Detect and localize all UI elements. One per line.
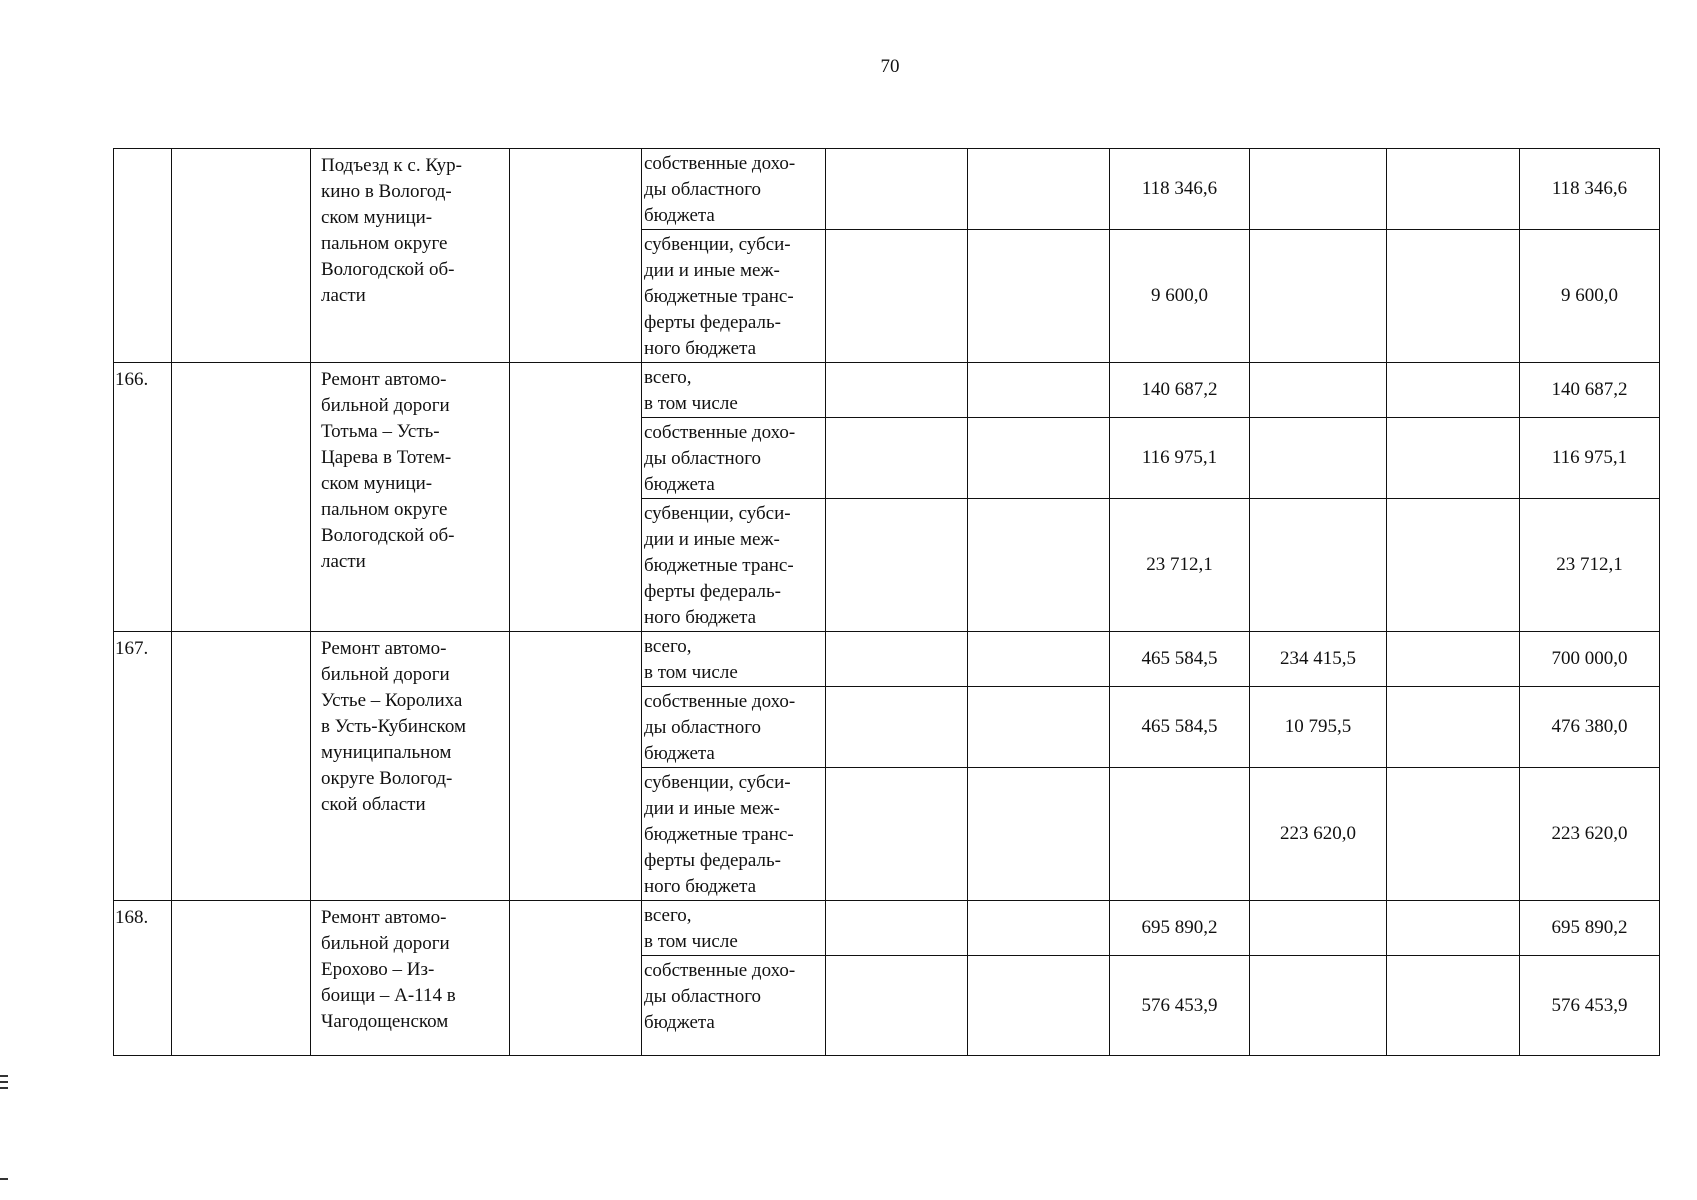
value-cell	[826, 230, 968, 363]
total-cell: 116 975,1	[1520, 418, 1660, 499]
total-cell: 140 687,2	[1520, 363, 1660, 418]
table-body	[114, 149, 1660, 1056]
value-cell	[1387, 768, 1520, 901]
value-cell	[1250, 149, 1387, 230]
row-number: 166.	[114, 363, 172, 632]
table-row	[114, 632, 1660, 687]
object-name: Ремонт автомо- бильной дороги Ерохово – Из- боищи – А-114 в Чагодощенском	[311, 901, 510, 1056]
funding-source: субвенции, субси- дии и иные меж- бюджетные транс- ферты федераль- ного бюджета	[642, 499, 826, 632]
table-row	[114, 901, 1660, 956]
scan-margin-marks	[0, 1075, 8, 1093]
row-number: 167.	[114, 632, 172, 901]
value-cell	[1250, 956, 1387, 1056]
value-cell: 576 453,9	[1110, 956, 1250, 1056]
total-cell: 118 346,6	[1520, 149, 1660, 230]
total-cell: 23 712,1	[1520, 499, 1660, 632]
value-cell	[826, 499, 968, 632]
scan-dash-mark	[0, 1178, 8, 1180]
value-cell	[1250, 499, 1387, 632]
value-cell	[968, 632, 1110, 687]
value-cell	[968, 363, 1110, 418]
value-cell: 465 584,5	[1110, 632, 1250, 687]
table-row	[114, 149, 1660, 230]
empty-cell	[510, 901, 642, 1056]
empty-cell	[172, 363, 311, 632]
value-cell	[1387, 363, 1520, 418]
funding-source: всего, в том числе	[642, 901, 826, 956]
total-cell: 700 000,0	[1520, 632, 1660, 687]
value-cell	[826, 768, 968, 901]
value-cell	[826, 901, 968, 956]
object-name: Ремонт автомо- бильной дороги Тотьма – Усть- Царева в Тотем- ском муници- пальном округе Вологодской об- ласти	[311, 363, 510, 632]
value-cell	[1387, 956, 1520, 1056]
object-name: Подъезд к с. Кур- кино в Вологод- ском муници- пальном округе Вологодской об- ласти	[311, 149, 510, 363]
value-cell: 695 890,2	[1110, 901, 1250, 956]
value-cell	[826, 149, 968, 230]
value-cell: 140 687,2	[1110, 363, 1250, 418]
value-cell	[826, 632, 968, 687]
value-cell	[1387, 230, 1520, 363]
value-cell	[1387, 499, 1520, 632]
funding-source: субвенции, субси- дии и иные меж- бюджетные транс- ферты федераль- ного бюджета	[642, 768, 826, 901]
value-cell	[826, 956, 968, 1056]
value-cell	[968, 149, 1110, 230]
value-cell	[1387, 901, 1520, 956]
value-cell	[1110, 768, 1250, 901]
table-row	[114, 363, 1660, 418]
value-cell	[1250, 230, 1387, 363]
value-cell	[968, 418, 1110, 499]
funding-source: собственные дохо- ды областного бюджета	[642, 149, 826, 230]
total-cell: 223 620,0	[1520, 768, 1660, 901]
value-cell: 234 415,5	[1250, 632, 1387, 687]
funding-source: собственные дохо- ды областного бюджета	[642, 418, 826, 499]
value-cell: 118 346,6	[1110, 149, 1250, 230]
empty-cell	[172, 901, 311, 1056]
value-cell: 9 600,0	[1110, 230, 1250, 363]
funding-source: собственные дохо- ды областного бюджета	[642, 687, 826, 768]
value-cell	[1387, 149, 1520, 230]
value-cell	[1387, 632, 1520, 687]
empty-cell	[172, 149, 311, 363]
funding-source: собственные дохо- ды областного бюджета	[642, 956, 826, 1056]
value-cell	[968, 901, 1110, 956]
total-cell: 695 890,2	[1520, 901, 1660, 956]
total-cell: 576 453,9	[1520, 956, 1660, 1056]
total-cell: 476 380,0	[1520, 687, 1660, 768]
value-cell: 116 975,1	[1110, 418, 1250, 499]
value-cell	[968, 687, 1110, 768]
empty-cell	[510, 149, 642, 363]
value-cell	[968, 230, 1110, 363]
value-cell: 465 584,5	[1110, 687, 1250, 768]
value-cell	[826, 687, 968, 768]
funding-source: всего, в том числе	[642, 363, 826, 418]
funding-source: субвенции, субси- дии и иные меж- бюджетные транс- ферты федераль- ного бюджета	[642, 230, 826, 363]
value-cell: 23 712,1	[1110, 499, 1250, 632]
empty-cell	[172, 632, 311, 901]
value-cell	[1250, 363, 1387, 418]
total-cell: 9 600,0	[1520, 230, 1660, 363]
empty-cell	[510, 632, 642, 901]
value-cell	[826, 418, 968, 499]
value-cell	[968, 499, 1110, 632]
funding-source: всего, в том числе	[642, 632, 826, 687]
value-cell: 223 620,0	[1250, 768, 1387, 901]
value-cell	[968, 768, 1110, 901]
value-cell	[968, 956, 1110, 1056]
page-number: 70	[880, 56, 900, 77]
budget-table	[113, 148, 1660, 1056]
row-number	[114, 149, 172, 363]
empty-cell	[510, 363, 642, 632]
value-cell	[826, 363, 968, 418]
value-cell: 10 795,5	[1250, 687, 1387, 768]
row-number: 168.	[114, 901, 172, 1056]
value-cell	[1387, 687, 1520, 768]
value-cell	[1250, 418, 1387, 499]
object-name: Ремонт автомо- бильной дороги Устье – Королиха в Усть-Кубинском муниципальном округе Вологод- ской области	[311, 632, 510, 901]
value-cell	[1387, 418, 1520, 499]
value-cell	[1250, 901, 1387, 956]
